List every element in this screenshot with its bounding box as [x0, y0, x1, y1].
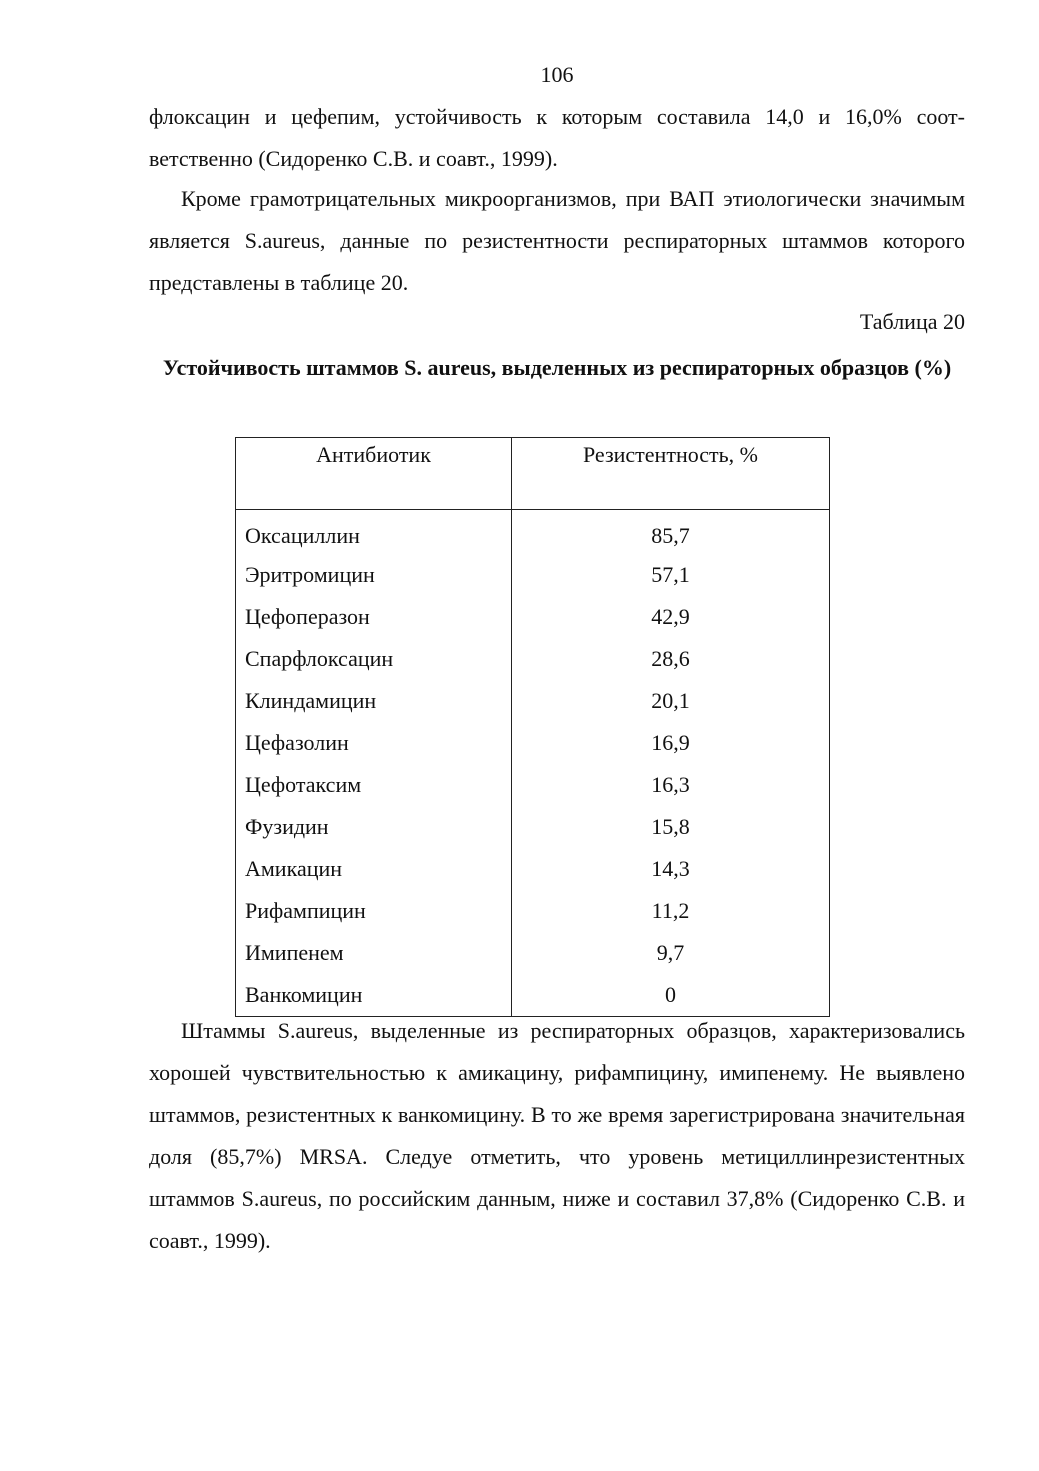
- table-row: [236, 890, 830, 932]
- header-resistance: Резистентность, %: [512, 438, 830, 510]
- antibiotic-name: Клиндамицин: [236, 680, 512, 722]
- antibiotic-name: Оксациллин: [236, 510, 512, 555]
- antibiotic-name: Цефотаксим: [236, 764, 512, 806]
- table-title: Устойчивость штаммов S. aureus, выделенных из респираторных образцов (%): [162, 355, 952, 380]
- table-row: [236, 554, 830, 596]
- table-row: [236, 680, 830, 722]
- resistance-value: 14,3: [512, 848, 830, 890]
- resistance-value: 9,7: [512, 932, 830, 974]
- table-row: [236, 806, 830, 848]
- antibiotic-name: Цефоперазон: [236, 596, 512, 638]
- antibiotic-name: Имипенем: [236, 932, 512, 974]
- table-row: [236, 722, 830, 764]
- antibiotic-name: Рифампицин: [236, 890, 512, 932]
- antibiotic-name: Спарфлоксацин: [236, 638, 512, 680]
- resistance-value: 16,9: [512, 722, 830, 764]
- resistance-value: 85,7: [512, 510, 830, 555]
- resistance-value: 57,1: [512, 554, 830, 596]
- resistance-value: 20,1: [512, 680, 830, 722]
- antibiotic-name: Эритромицин: [236, 554, 512, 596]
- table-row: [236, 596, 830, 638]
- header-antibiotic: Антибиотик: [236, 438, 512, 510]
- resistance-value: 28,6: [512, 638, 830, 680]
- resistance-value: 15,8: [512, 806, 830, 848]
- resistance-value: 11,2: [512, 890, 830, 932]
- table-header-row: [236, 438, 830, 510]
- table-number: Таблица 20: [859, 309, 965, 334]
- paragraph-intro: Кроме грамотрицательных микроорганизмов, при ВАП этиологически значимым является S.aureus, данные по резистентности респираторных штаммов которого представлены в таблице 20.: [149, 186, 965, 295]
- resistance-value: 42,9: [512, 596, 830, 638]
- antibiotic-name: Фузидин: [236, 806, 512, 848]
- resistance-value: 0: [512, 974, 830, 1017]
- table-row: [236, 932, 830, 974]
- antibiotic-name: Цефазолин: [236, 722, 512, 764]
- table-row: [236, 764, 830, 806]
- table-row: [236, 510, 830, 555]
- paragraph-continuation: флоксацин и цефепим, устойчивость к которым составила 14,0 и 16,0% соответственно (Сидоренко С.В. и соавт., 1999).: [149, 104, 965, 171]
- table-row: [236, 848, 830, 890]
- resistance-value: 16,3: [512, 764, 830, 806]
- antibiotic-name: Ванкомицин: [236, 974, 512, 1017]
- resistance-table: [235, 437, 830, 1017]
- table-row: [236, 638, 830, 680]
- page-number: 106: [540, 62, 574, 87]
- paragraph-conclusion: Штаммы S.aureus, выделенные из респираторных образцов, характеризовались хорошей чувствительностью к амикацину, рифампицину, имипенему. Не выявлено штаммов, резистентных к ванкомицину. В то же время зарегистрирована значительная доля (85,7%) MRSA. Следуе отметить, что уровень метициллинрезистентных штаммов S.aureus, по российским данным, ниже и составил 37,8% (Сидоренко С.В. и соавт., 1999).: [149, 1018, 965, 1253]
- antibiotic-name: Амикацин: [236, 848, 512, 890]
